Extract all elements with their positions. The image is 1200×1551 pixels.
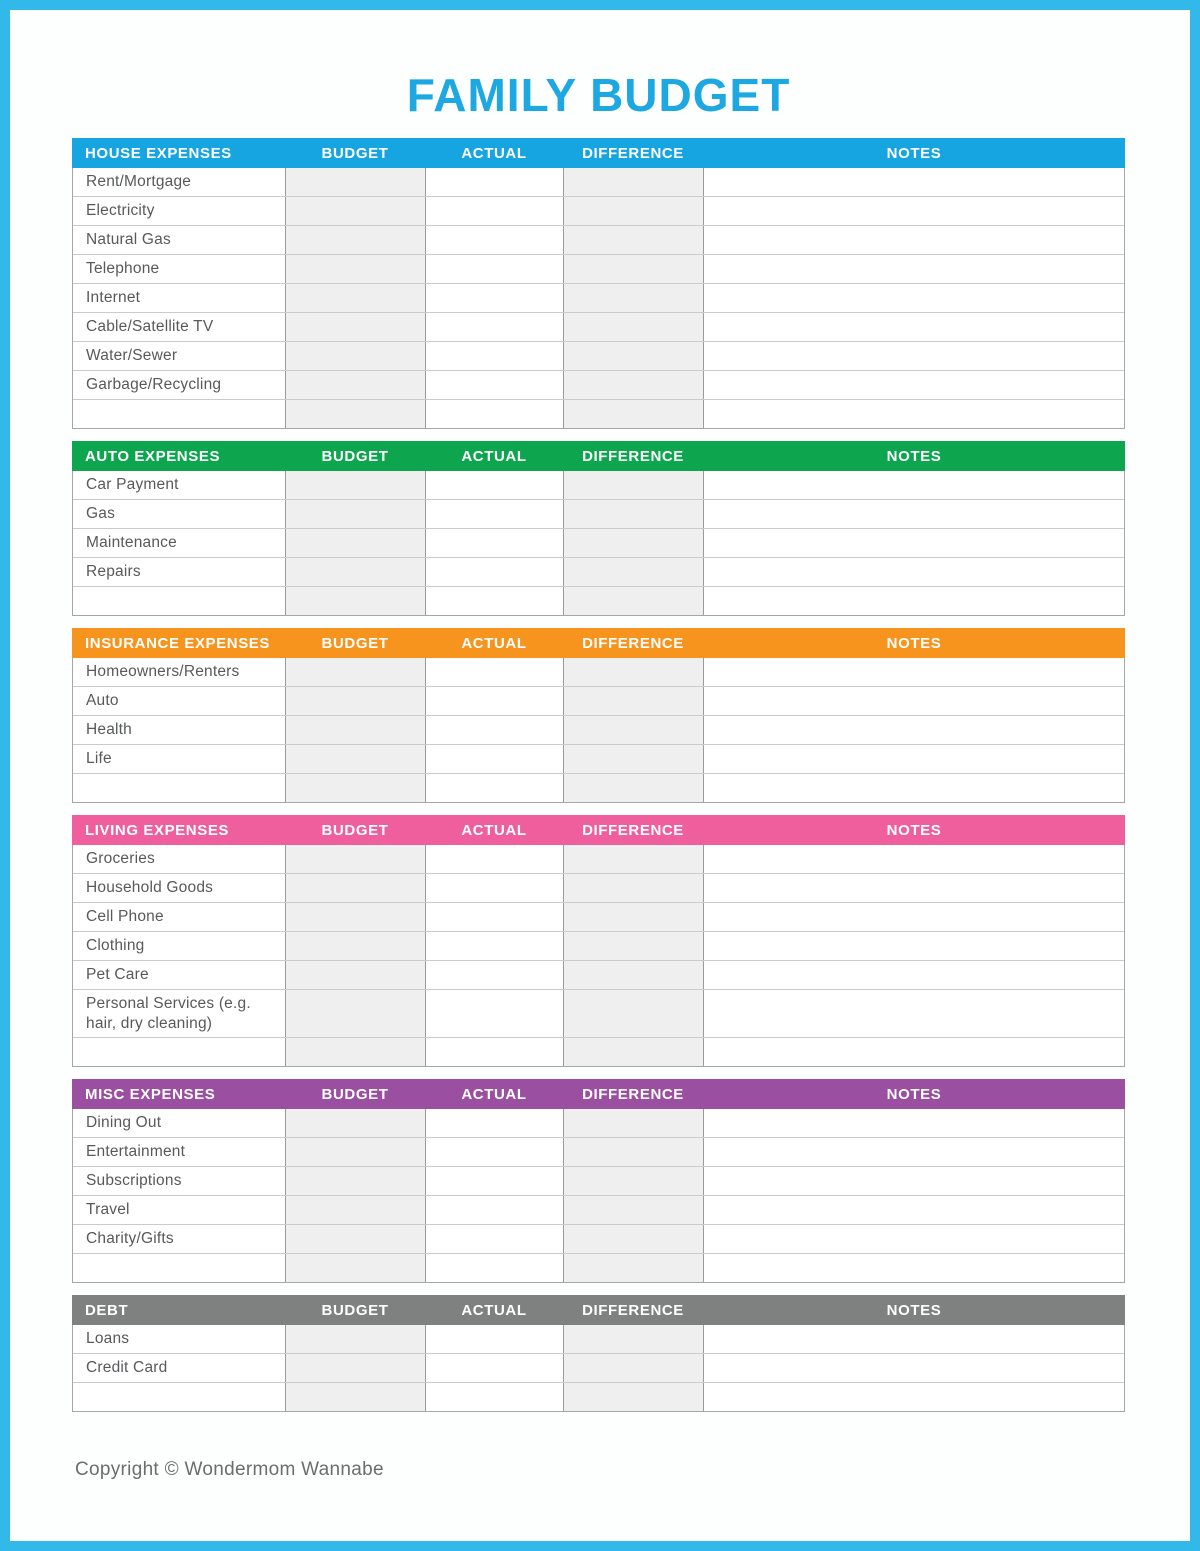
- expense-label: Entertainment: [73, 1138, 286, 1166]
- expense-label: Cell Phone: [73, 903, 286, 931]
- difference-cell[interactable]: [564, 990, 704, 1037]
- difference-cell[interactable]: [564, 529, 704, 557]
- column-header-difference: DIFFERENCE: [582, 1301, 684, 1319]
- difference-cell[interactable]: [564, 1038, 704, 1066]
- column-header-actual: ACTUAL: [461, 821, 527, 839]
- expense-label: Cable/Satellite TV: [73, 313, 286, 341]
- expense-label: Car Payment: [73, 471, 286, 499]
- expense-row: [73, 1354, 1124, 1383]
- expense-label: Auto: [73, 687, 286, 715]
- section-title-insurance-expenses: INSURANCE EXPENSES: [85, 634, 271, 652]
- expense-label: Personal Services (e.g. hair, dry cleaning): [73, 990, 286, 1037]
- budget-cell[interactable]: [286, 687, 426, 715]
- actual-cell[interactable]: [426, 529, 564, 557]
- budget-cell[interactable]: [286, 658, 426, 686]
- expense-label: Credit Card: [73, 1354, 286, 1382]
- actual-cell[interactable]: [426, 342, 564, 370]
- expense-row: [73, 961, 1124, 990]
- actual-cell[interactable]: [426, 1109, 564, 1137]
- budget-cell[interactable]: [286, 1167, 426, 1195]
- section-title-misc-expenses: MISC EXPENSES: [85, 1085, 216, 1103]
- notes-cell[interactable]: [704, 168, 1124, 196]
- budget-cell[interactable]: [286, 371, 426, 399]
- difference-cell[interactable]: [564, 903, 704, 931]
- expense-row: [73, 284, 1124, 313]
- actual-cell[interactable]: [426, 1383, 564, 1411]
- notes-cell[interactable]: [704, 716, 1124, 744]
- actual-cell[interactable]: [426, 1167, 564, 1195]
- expense-label: [73, 1254, 286, 1282]
- notes-cell[interactable]: [704, 226, 1124, 254]
- budget-cell[interactable]: [286, 587, 426, 615]
- actual-cell[interactable]: [426, 932, 564, 960]
- difference-cell[interactable]: [564, 342, 704, 370]
- budget-cell[interactable]: [286, 226, 426, 254]
- expense-label: Household Goods: [73, 874, 286, 902]
- actual-cell[interactable]: [426, 1354, 564, 1382]
- expense-row: [73, 371, 1124, 400]
- difference-cell[interactable]: [564, 1109, 704, 1137]
- expense-label: Internet: [73, 284, 286, 312]
- actual-cell[interactable]: [426, 197, 564, 225]
- actual-cell[interactable]: [426, 845, 564, 873]
- actual-cell[interactable]: [426, 961, 564, 989]
- notes-cell[interactable]: [704, 1383, 1124, 1411]
- notes-cell[interactable]: [704, 1325, 1124, 1353]
- notes-cell[interactable]: [704, 1196, 1124, 1224]
- section-title-living-expenses: LIVING EXPENSES: [85, 821, 230, 839]
- expense-label: Loans: [73, 1325, 286, 1353]
- difference-cell[interactable]: [564, 313, 704, 341]
- notes-cell[interactable]: [704, 1254, 1124, 1282]
- notes-cell[interactable]: [704, 845, 1124, 873]
- actual-cell[interactable]: [426, 874, 564, 902]
- budget-cell[interactable]: [286, 961, 426, 989]
- expense-label: Pet Care: [73, 961, 286, 989]
- difference-cell[interactable]: [564, 587, 704, 615]
- expense-row: [73, 529, 1124, 558]
- expense-label: Gas: [73, 500, 286, 528]
- difference-cell[interactable]: [564, 1225, 704, 1253]
- actual-cell[interactable]: [426, 226, 564, 254]
- expense-row: [73, 932, 1124, 961]
- expense-label: Water/Sewer: [73, 342, 286, 370]
- expense-label: Homeowners/Renters: [73, 658, 286, 686]
- expense-label: Travel: [73, 1196, 286, 1224]
- expense-label: Clothing: [73, 932, 286, 960]
- difference-cell[interactable]: [564, 1167, 704, 1195]
- section-living-expenses: [72, 815, 1125, 1067]
- expense-row-empty: [73, 587, 1124, 615]
- expense-label: Subscriptions: [73, 1167, 286, 1195]
- expense-row: [73, 558, 1124, 587]
- section-rows-debt: [72, 1325, 1125, 1412]
- difference-cell[interactable]: [564, 284, 704, 312]
- expense-row: [73, 197, 1124, 226]
- difference-cell[interactable]: [564, 745, 704, 773]
- budget-cell[interactable]: [286, 284, 426, 312]
- column-header-budget: BUDGET: [321, 634, 389, 652]
- expense-row: [73, 1109, 1124, 1138]
- column-header-budget: BUDGET: [321, 1085, 389, 1103]
- budget-cell[interactable]: [286, 1225, 426, 1253]
- notes-cell[interactable]: [704, 471, 1124, 499]
- notes-cell[interactable]: [704, 1225, 1124, 1253]
- expense-row: [73, 1325, 1124, 1354]
- expense-label: Dining Out: [73, 1109, 286, 1137]
- column-header-budget: BUDGET: [321, 447, 389, 465]
- expense-row: [73, 845, 1124, 874]
- column-header-difference: DIFFERENCE: [582, 144, 684, 162]
- notes-cell[interactable]: [704, 874, 1124, 902]
- notes-cell[interactable]: [704, 687, 1124, 715]
- section-debt: [72, 1295, 1125, 1412]
- expense-row: [73, 716, 1124, 745]
- notes-cell[interactable]: [704, 284, 1124, 312]
- budget-cell[interactable]: [286, 745, 426, 773]
- page-title: FAMILY BUDGET: [406, 69, 791, 121]
- column-header-budget: BUDGET: [321, 821, 389, 839]
- expense-row: [73, 990, 1124, 1038]
- budget-cell[interactable]: [286, 903, 426, 931]
- budget-cell[interactable]: [286, 774, 426, 802]
- column-header-actual: ACTUAL: [461, 1085, 527, 1103]
- budget-cell[interactable]: [286, 1138, 426, 1166]
- expense-label: [73, 774, 286, 802]
- notes-cell[interactable]: [704, 774, 1124, 802]
- expense-label: [73, 1038, 286, 1066]
- difference-cell[interactable]: [564, 558, 704, 586]
- section-rows-house-expenses: [72, 168, 1125, 429]
- budget-sections: [72, 138, 1125, 1412]
- budget-cell[interactable]: [286, 197, 426, 225]
- expense-label: Garbage/Recycling: [73, 371, 286, 399]
- section-auto-expenses: [72, 441, 1125, 616]
- budget-cell[interactable]: [286, 1383, 426, 1411]
- notes-cell[interactable]: [704, 313, 1124, 341]
- column-header-difference: DIFFERENCE: [582, 821, 684, 839]
- section-header-living-expenses: [72, 815, 1125, 845]
- copyright-text: Copyright © Wondermom Wannabe: [75, 1459, 384, 1480]
- difference-cell[interactable]: [564, 500, 704, 528]
- budget-cell[interactable]: [286, 716, 426, 744]
- notes-cell[interactable]: [704, 932, 1124, 960]
- expense-row: [73, 903, 1124, 932]
- notes-cell[interactable]: [704, 1167, 1124, 1195]
- actual-cell[interactable]: [426, 745, 564, 773]
- actual-cell[interactable]: [426, 687, 564, 715]
- actual-cell[interactable]: [426, 471, 564, 499]
- section-insurance-expenses: [72, 628, 1125, 803]
- difference-cell[interactable]: [564, 1254, 704, 1282]
- notes-cell[interactable]: [704, 1038, 1124, 1066]
- actual-cell[interactable]: [426, 284, 564, 312]
- expense-row: [73, 1196, 1124, 1225]
- actual-cell[interactable]: [426, 990, 564, 1037]
- budget-cell[interactable]: [286, 471, 426, 499]
- column-header-difference: DIFFERENCE: [582, 447, 684, 465]
- difference-cell[interactable]: [564, 168, 704, 196]
- section-misc-expenses: [72, 1079, 1125, 1283]
- budget-cell[interactable]: [286, 558, 426, 586]
- column-header-notes: NOTES: [886, 447, 942, 465]
- notes-cell[interactable]: [704, 961, 1124, 989]
- expense-row: [73, 313, 1124, 342]
- column-header-difference: DIFFERENCE: [582, 1085, 684, 1103]
- actual-cell[interactable]: [426, 1254, 564, 1282]
- budget-cell[interactable]: [286, 845, 426, 873]
- expense-label: Life: [73, 745, 286, 773]
- budget-cell[interactable]: [286, 500, 426, 528]
- expense-row: [73, 1138, 1124, 1167]
- expense-row: [73, 658, 1124, 687]
- budget-cell[interactable]: [286, 400, 426, 428]
- section-header-house-expenses: [72, 138, 1125, 168]
- expense-label: Groceries: [73, 845, 286, 873]
- notes-cell[interactable]: [704, 745, 1124, 773]
- difference-cell[interactable]: [564, 1354, 704, 1382]
- expense-row-empty: [73, 1383, 1124, 1411]
- budget-cell[interactable]: [286, 990, 426, 1037]
- difference-cell[interactable]: [564, 845, 704, 873]
- expense-row: [73, 342, 1124, 371]
- notes-cell[interactable]: [704, 500, 1124, 528]
- column-header-difference: DIFFERENCE: [582, 634, 684, 652]
- difference-cell[interactable]: [564, 471, 704, 499]
- difference-cell[interactable]: [564, 874, 704, 902]
- expense-row: [73, 471, 1124, 500]
- expense-row-empty: [73, 400, 1124, 428]
- difference-cell[interactable]: [564, 371, 704, 399]
- expense-row: [73, 687, 1124, 716]
- column-header-budget: BUDGET: [321, 144, 389, 162]
- expense-label: [73, 1383, 286, 1411]
- notes-cell[interactable]: [704, 342, 1124, 370]
- expense-row: [73, 874, 1124, 903]
- budget-cell[interactable]: [286, 1109, 426, 1137]
- expense-row: [73, 1225, 1124, 1254]
- budget-cell[interactable]: [286, 1254, 426, 1282]
- notes-cell[interactable]: [704, 255, 1124, 283]
- budget-cell[interactable]: [286, 168, 426, 196]
- section-rows-insurance-expenses: [72, 658, 1125, 803]
- difference-cell[interactable]: [564, 687, 704, 715]
- expense-row-empty: [73, 1038, 1124, 1066]
- actual-cell[interactable]: [426, 371, 564, 399]
- section-rows-auto-expenses: [72, 471, 1125, 616]
- difference-cell[interactable]: [564, 932, 704, 960]
- column-header-notes: NOTES: [886, 821, 942, 839]
- actual-cell[interactable]: [426, 168, 564, 196]
- section-rows-misc-expenses: [72, 1109, 1125, 1283]
- section-title-auto-expenses: AUTO EXPENSES: [85, 447, 221, 465]
- column-header-budget: BUDGET: [321, 1301, 389, 1319]
- actual-cell[interactable]: [426, 587, 564, 615]
- expense-row-empty: [73, 774, 1124, 802]
- difference-cell[interactable]: [564, 400, 704, 428]
- expense-label: [73, 400, 286, 428]
- notes-cell[interactable]: [704, 558, 1124, 586]
- actual-cell[interactable]: [426, 500, 564, 528]
- expense-row: [73, 745, 1124, 774]
- expense-row: [73, 500, 1124, 529]
- section-header-debt: [72, 1295, 1125, 1325]
- budget-cell[interactable]: [286, 1354, 426, 1382]
- expense-label: [73, 587, 286, 615]
- notes-cell[interactable]: [704, 371, 1124, 399]
- budget-cell[interactable]: [286, 529, 426, 557]
- difference-cell[interactable]: [564, 226, 704, 254]
- expense-row-empty: [73, 1254, 1124, 1282]
- column-header-notes: NOTES: [886, 1301, 942, 1319]
- expense-row: [73, 1167, 1124, 1196]
- actual-cell[interactable]: [426, 400, 564, 428]
- column-header-actual: ACTUAL: [461, 144, 527, 162]
- budget-cell[interactable]: [286, 932, 426, 960]
- expense-label: Natural Gas: [73, 226, 286, 254]
- notes-cell[interactable]: [704, 197, 1124, 225]
- notes-cell[interactable]: [704, 1354, 1124, 1382]
- column-header-actual: ACTUAL: [461, 634, 527, 652]
- column-header-actual: ACTUAL: [461, 1301, 527, 1319]
- section-title-house-expenses: HOUSE EXPENSES: [85, 144, 232, 162]
- notes-cell[interactable]: [704, 587, 1124, 615]
- actual-cell[interactable]: [426, 1225, 564, 1253]
- budget-cell[interactable]: [286, 874, 426, 902]
- difference-cell[interactable]: [564, 774, 704, 802]
- column-header-notes: NOTES: [886, 144, 942, 162]
- section-rows-living-expenses: [72, 845, 1125, 1067]
- budget-cell[interactable]: [286, 313, 426, 341]
- difference-cell[interactable]: [564, 716, 704, 744]
- actual-cell[interactable]: [426, 1038, 564, 1066]
- actual-cell[interactable]: [426, 658, 564, 686]
- notes-cell[interactable]: [704, 1138, 1124, 1166]
- section-house-expenses: [72, 138, 1125, 429]
- column-header-actual: ACTUAL: [461, 447, 527, 465]
- notes-cell[interactable]: [704, 903, 1124, 931]
- actual-cell[interactable]: [426, 716, 564, 744]
- actual-cell[interactable]: [426, 1325, 564, 1353]
- difference-cell[interactable]: [564, 658, 704, 686]
- expense-row: [73, 255, 1124, 284]
- expense-row: [73, 168, 1124, 197]
- expense-label: Repairs: [73, 558, 286, 586]
- actual-cell[interactable]: [426, 558, 564, 586]
- difference-cell[interactable]: [564, 255, 704, 283]
- notes-cell[interactable]: [704, 400, 1124, 428]
- section-title-debt: DEBT: [85, 1301, 129, 1319]
- section-header-misc-expenses: [72, 1079, 1125, 1109]
- expense-label: Maintenance: [73, 529, 286, 557]
- notes-cell[interactable]: [704, 529, 1124, 557]
- actual-cell[interactable]: [426, 1138, 564, 1166]
- column-header-notes: NOTES: [886, 1085, 942, 1103]
- actual-cell[interactable]: [426, 255, 564, 283]
- actual-cell[interactable]: [426, 1196, 564, 1224]
- section-header-insurance-expenses: [72, 628, 1125, 658]
- budget-cell[interactable]: [286, 342, 426, 370]
- actual-cell[interactable]: [426, 903, 564, 931]
- expense-label: Charity/Gifts: [73, 1225, 286, 1253]
- expense-label: Health: [73, 716, 286, 744]
- budget-cell[interactable]: [286, 1325, 426, 1353]
- actual-cell[interactable]: [426, 313, 564, 341]
- budget-cell[interactable]: [286, 255, 426, 283]
- expense-label: Electricity: [73, 197, 286, 225]
- notes-cell[interactable]: [704, 658, 1124, 686]
- difference-cell[interactable]: [564, 1325, 704, 1353]
- difference-cell[interactable]: [564, 1383, 704, 1411]
- difference-cell[interactable]: [564, 1138, 704, 1166]
- actual-cell[interactable]: [426, 774, 564, 802]
- section-header-auto-expenses: [72, 441, 1125, 471]
- budget-cell[interactable]: [286, 1196, 426, 1224]
- notes-cell[interactable]: [704, 1109, 1124, 1137]
- expense-row: [73, 226, 1124, 255]
- column-header-notes: NOTES: [886, 634, 942, 652]
- budget-cell[interactable]: [286, 1038, 426, 1066]
- page-content: [72, 69, 1125, 1481]
- expense-label: Rent/Mortgage: [73, 168, 286, 196]
- difference-cell[interactable]: [564, 197, 704, 225]
- notes-cell[interactable]: [704, 990, 1124, 1037]
- expense-label: Telephone: [73, 255, 286, 283]
- difference-cell[interactable]: [564, 1196, 704, 1224]
- difference-cell[interactable]: [564, 961, 704, 989]
